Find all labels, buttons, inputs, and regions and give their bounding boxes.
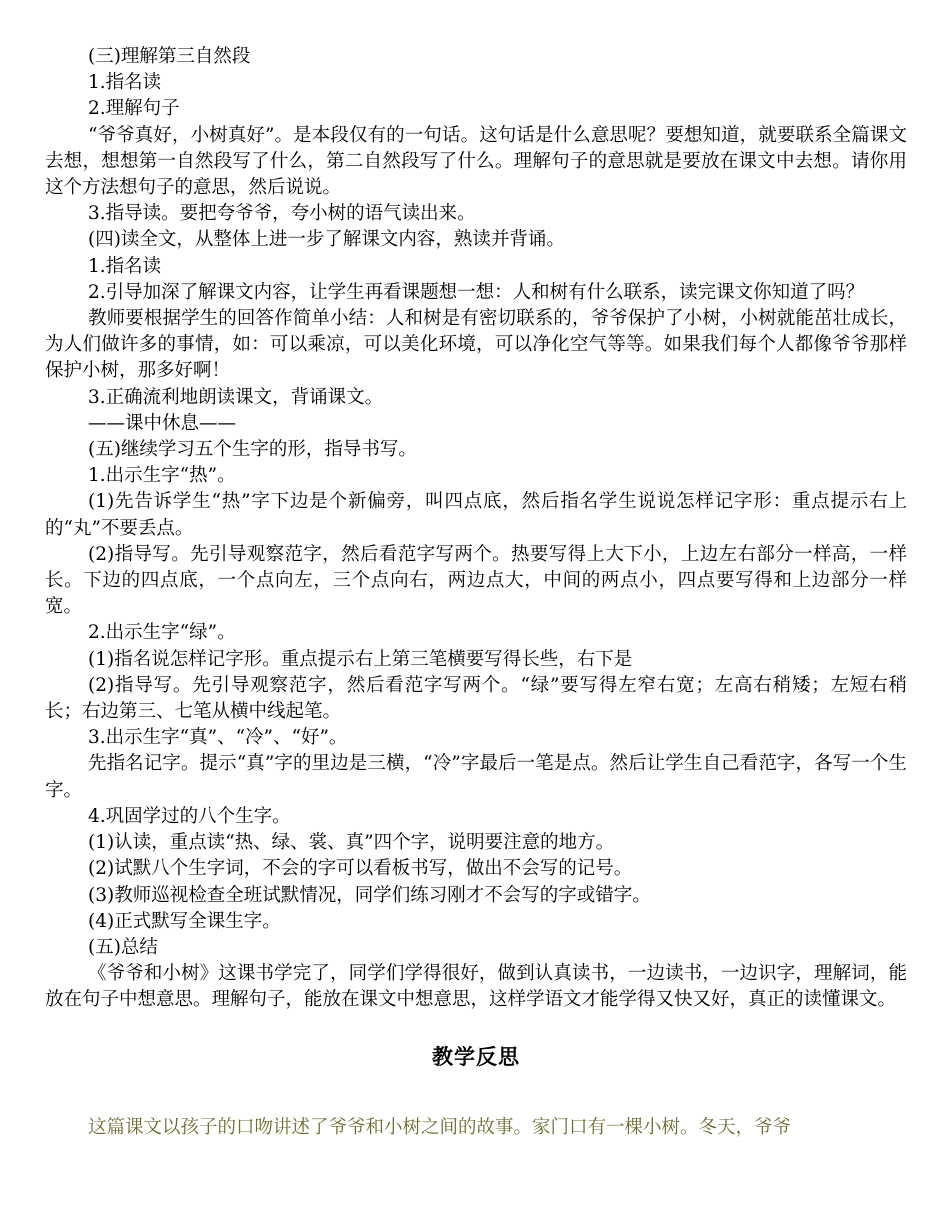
- chars-zhen-leng-hao-body: 先指名记字。提示“真”字的里边是三横，“冷”字最后一笔是点。然后让学生自己看范字，各写一个生字。: [45, 753, 907, 801]
- review-step-1: (1)认读，重点读“热、绿、裳、真”四个字，说明要注意的地方。: [88, 832, 615, 854]
- char-re-step-1: (1)先告诉学生“热”字下边是个新偏旁，叫四点底，然后指名学生说说怎样记字形：重点提示右上的“丸”不要丢点。: [45, 491, 907, 539]
- review-step-2: (2)试默八个生字词，不会的字可以看板书写，做出不会写的记号。: [88, 858, 633, 880]
- summary-title: (五)总结: [88, 936, 158, 958]
- section-5-title: (五)继续学习五个生字的形，指导书写。: [88, 439, 417, 461]
- paragraph-guide-deepen: 2.引导加深了解课文内容，让学生再看课题想一想：人和树有什么联系，读完课文你知道了吗？: [88, 281, 865, 303]
- section-4-title: (四)读全文，从整体上进一步了解课文内容，熟读并背诵。: [88, 229, 565, 251]
- step-guided-reading: 3.指导读。要把夸爷爷，夸小树的语气读出来。: [88, 203, 476, 225]
- step-recite: 3.正确流利地朗读课文，背诵课文。: [88, 386, 384, 408]
- char-re-title: 1.出示生字“热”。: [88, 465, 236, 487]
- paragraph-teacher-summary: 教师要根据学生的回答作简单小结：人和树是有密切联系的，爷爷保护了小树，小树就能茁壮成长，为人们做许多的事情，如：可以乘凉，可以美化环境，可以净化空气等等。如果我们每个人都像爷爷那样保护小树，那多好啊！: [45, 308, 907, 382]
- review-title: 4.巩固学过的八个生字。: [88, 805, 291, 827]
- summary-body: 《爷爷和小树》这课书学完了，同学们学得很好，做到认真读书，一边读书，一边识字，理解词，能放在句子中想意思。理解句子，能放在课文中想意思，这样学语文才能学得又快又好，真正的读懂课文。: [45, 963, 907, 1011]
- reflection-paragraph: 这篇课文以孩子的口吻讲述了爷爷和小树之间的故事。家门口有一棵小树。冬天，爷爷: [88, 1116, 792, 1138]
- chars-zhen-leng-hao-title: 3.出示生字“真”、“冷”、“好”。: [88, 727, 348, 749]
- char-lv-step-2: (2)指导写。先引导观察范字，然后看范字写两个。“绿”要写得左窄右宽；左高右稍矮；左短右稍长；右边第三、七笔从横中线起笔。: [45, 674, 907, 723]
- review-step-4: (4)正式默写全课生字。: [88, 910, 281, 932]
- section-3-title: (三)理解第三自然段: [88, 46, 251, 67]
- review-step-3: (3)教师巡视检查全班试默情况，同学们练习刚才不会写的字或错字。: [88, 884, 651, 906]
- step-read: 1.指名读: [88, 72, 162, 94]
- break-marker: ——课中休息——: [88, 412, 237, 434]
- step-understand-sentence: 2.理解句子: [88, 98, 180, 120]
- char-re-step-2: (2)指导写。先引导观察范字，然后看范字写两个。热要写得上大下小，上边左右部分一样高，一样长。下边的四点底，一个点向左，三个点向右，两边点大，中间的两点小，四点要写得和上边部分一样宽。: [45, 543, 907, 618]
- document-page: [45, 44, 907, 1141]
- char-lv-step-1: (1)指名说怎样记字形。重点提示右上第三笔横要写得长些，右下是: [88, 648, 633, 670]
- step-read-2: 1.指名读: [88, 255, 162, 277]
- section-heading: 教学反思: [432, 1044, 520, 1069]
- paragraph-sentence-meaning: “爷爷真好，小树真好”。是本段仅有的一句话。这句话是什么意思呢？要想知道，就要联系全篇课文去想，想想第一自然段写了什么，第二自然段写了什么。理解句子的意思就是要放在课文中去想。请你用这个方法想句子的意思，然后说说。: [45, 124, 907, 199]
- char-lv-title: 2.出示生字“绿”。: [88, 622, 236, 644]
